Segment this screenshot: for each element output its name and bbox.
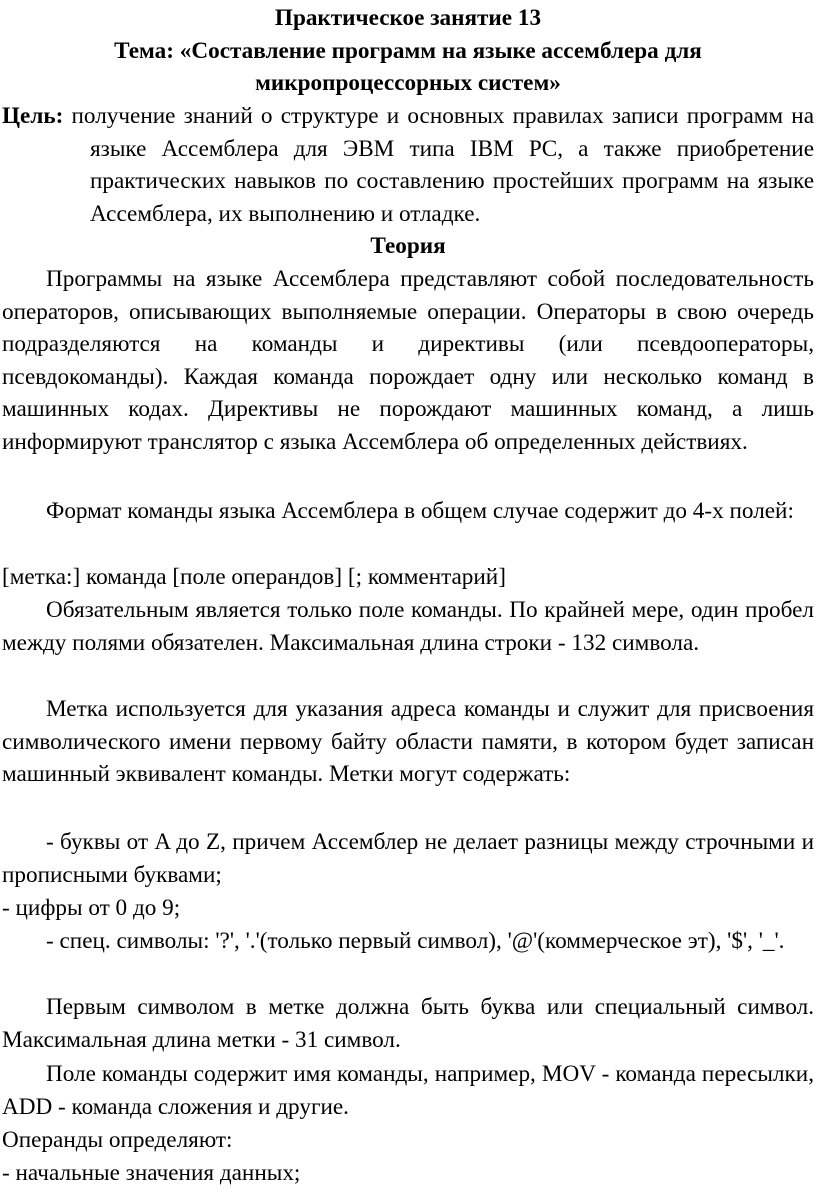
paragraph-label-first-symbol: Первым символом в метке должна быть буква или специальный символ. Максимальная длина метки - 31 символ. bbox=[2, 994, 814, 1053]
topic-title-line-2: микропроцессорных систем» bbox=[255, 70, 561, 96]
goal-label: Цель: bbox=[2, 103, 64, 129]
theory-heading: Теория bbox=[370, 233, 446, 259]
goal-paragraph bbox=[2, 100, 814, 230]
topic-title-line-1: Тема: «Составление программ на языке ассемблера для bbox=[114, 38, 702, 64]
paragraph-command-name: Поле команды содержит имя команды, например, MOV - команда пересылки, ADD - команда сложения и другие. bbox=[2, 1061, 814, 1120]
command-format-syntax: [метка:] команда [поле операндов] [; комментарий] bbox=[2, 564, 506, 590]
goal-text: получение знаний о структуре и основных правилах записи программ на языке Ассемблера для ЭВМ типа IBM PC, а также приобретение практических навыков по составлению простейших программ на языке Ассемблера, их выполнению и отладке. bbox=[63, 103, 814, 227]
paragraph-operators: Программы на языке Ассемблера представляют собой последовательность операторов, описывающих выполняемые операции. Операторы в свою очередь подразделяются на команды и директивы (или псевдооператоры, псевдокоманды). Каждая команда порождает одну или несколько команд в машинных кодах. Директивы не порождают машинных команд, а лишь информируют транслятор с языка Ассемблера об определенных действиях. bbox=[2, 266, 814, 455]
list-item-digits: - цифры от 0 до 9; bbox=[2, 895, 181, 921]
paragraph-operands-heading: Операнды определяют: bbox=[2, 1127, 233, 1153]
list-item-letters: - буквы от A до Z, причем Ассемблер не делает разницы между строчными и прописными буквами; bbox=[2, 829, 814, 888]
paragraph-label: Метка используется для указания адреса команды и служит для присвоения символического имени первому байту области памяти, в котором будет записан машинный эквивалент команды. Метки могут содержать: bbox=[2, 696, 814, 788]
list-item-special-symbols: - спец. символы: '?', '.'(только первый символ), '@'(коммерческое эт), '$', '_'. bbox=[46, 928, 785, 954]
lesson-title: Практическое занятие 13 bbox=[274, 5, 542, 31]
paragraph-format: Формат команды языка Ассемблера в общем случае содержит до 4-х полей: bbox=[46, 498, 794, 524]
list-item-initial-values: - начальные значения данных; bbox=[2, 1160, 301, 1186]
paragraph-command-field: Обязательным является только поле команды. По крайней мере, один пробел между полями обязателен. Максимальная длина строки - 132 символа. bbox=[2, 597, 814, 656]
